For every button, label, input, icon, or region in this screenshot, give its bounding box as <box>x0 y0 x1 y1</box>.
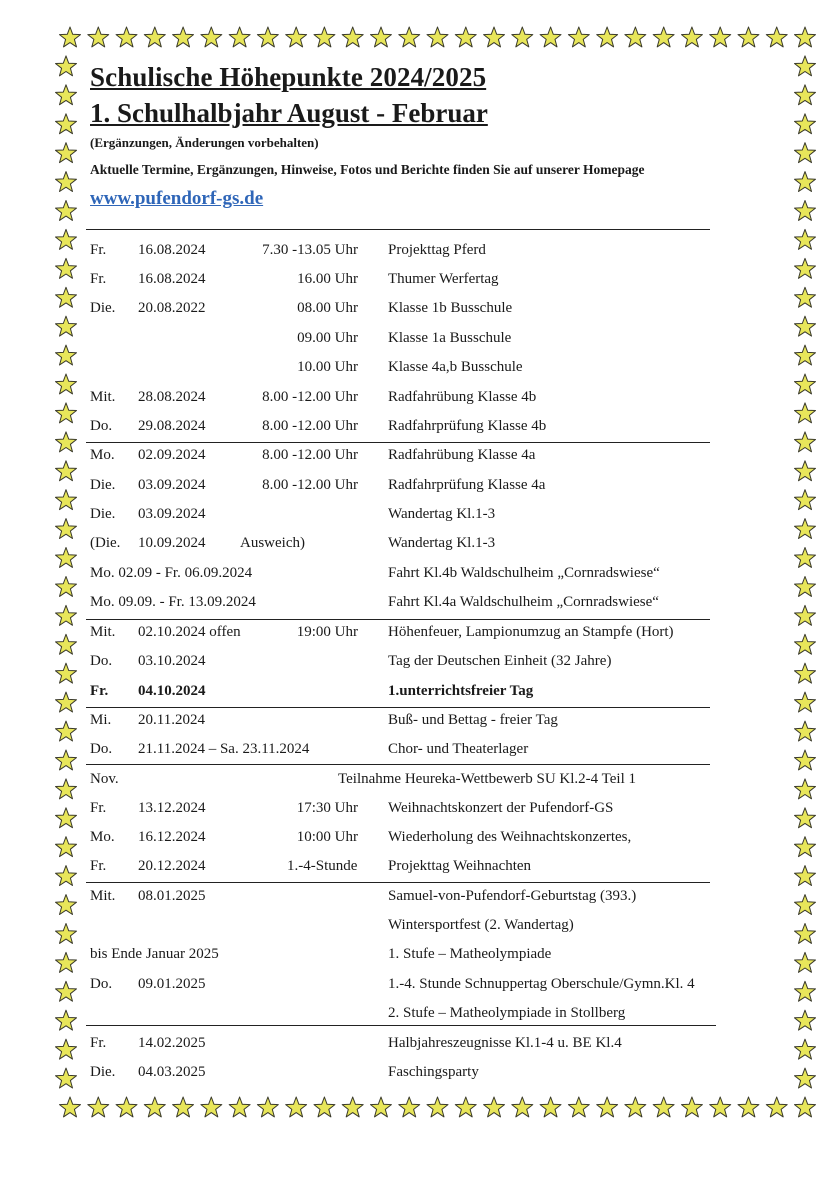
time-cell: 8.00 -12.00 Uhr <box>262 447 358 463</box>
table-row <box>0 477 834 501</box>
star-icon <box>56 172 77 192</box>
star-icon <box>710 27 731 47</box>
star-icon <box>766 1097 787 1117</box>
star-icon <box>116 1097 137 1117</box>
star-icon <box>286 1097 307 1117</box>
star-icon <box>455 27 476 47</box>
date-cell: 10.09.2024 <box>138 535 206 551</box>
day-cell: Die. <box>90 1064 116 1080</box>
table-row <box>0 447 834 471</box>
day-cell: Do. <box>90 741 113 757</box>
star-icon <box>710 1097 731 1117</box>
table-row <box>0 741 834 765</box>
day-cell: Mo. <box>90 829 115 845</box>
event-cell: Faschingsparty <box>388 1064 479 1080</box>
star-icon <box>56 201 77 221</box>
star-icon <box>399 1097 420 1117</box>
star-icon <box>484 1097 505 1117</box>
page-subtitle: 1. Schulhalbjahr August - Februar <box>90 98 488 128</box>
star-icon <box>60 1097 81 1117</box>
table-row <box>0 829 834 853</box>
date-cell: 08.01.2025 <box>138 888 206 904</box>
star-icon <box>484 27 505 47</box>
date-cell: 09.01.2025 <box>138 976 206 992</box>
event-cell: Radfahrprüfung Klasse 4a <box>388 477 546 493</box>
time-cell: Ausweich) <box>240 535 305 551</box>
star-icon <box>88 27 109 47</box>
section-divider <box>86 619 710 620</box>
date-cell: 29.08.2024 <box>138 418 206 434</box>
event-cell: Klasse 1b Busschule <box>388 300 513 316</box>
star-icon <box>371 1097 392 1117</box>
star-icon <box>314 1097 335 1117</box>
event-cell: Buß- und Bettag - freier Tag <box>388 712 558 728</box>
date-cell: 03.09.2024 <box>138 506 206 522</box>
star-icon <box>795 201 816 221</box>
star-icon <box>795 27 816 47</box>
star-icon <box>795 85 816 105</box>
star-icon <box>342 1097 363 1117</box>
star-icon <box>766 27 787 47</box>
event-cell: Samuel-von-Pufendorf-Geburtstag (393.) <box>388 888 637 904</box>
star-icon <box>795 172 816 192</box>
star-icon <box>144 27 165 47</box>
event-cell: Radfahrübung Klasse 4a <box>388 447 536 463</box>
table-row <box>0 271 834 295</box>
star-icon <box>286 27 307 47</box>
disclaimer-note: (Ergänzungen, Änderungen vorbehalten) <box>90 135 319 150</box>
star-icon <box>56 85 77 105</box>
star-icon <box>201 27 222 47</box>
star-icon <box>738 27 759 47</box>
date-cell: 16.08.2024 <box>138 271 206 287</box>
star-icon <box>201 1097 222 1117</box>
table-row <box>0 800 834 824</box>
event-cell: Radfahrübung Klasse 4b <box>388 389 537 405</box>
table-row <box>0 1064 834 1088</box>
date-cell: 03.10.2024 <box>138 653 206 669</box>
date-cell: 04.10.2024 <box>138 683 206 699</box>
star-icon <box>56 56 77 76</box>
day-cell: Nov. <box>90 771 119 787</box>
star-icon <box>371 27 392 47</box>
star-icon <box>625 27 646 47</box>
day-cell: Fr. <box>90 800 107 816</box>
event-cell: Wiederholung des Weihnachtskonzertes, <box>388 829 632 845</box>
star-icon <box>314 27 335 47</box>
day-cell: Do. <box>90 653 113 669</box>
event-cell: Thumer Werfertag <box>388 271 499 287</box>
section-divider <box>86 229 710 230</box>
day-cell: Do. <box>90 976 113 992</box>
date-cell: 20.12.2024 <box>138 858 206 874</box>
time-cell: 8.00 -12.00 Uhr <box>262 477 358 493</box>
day-cell: Mit. <box>90 888 116 904</box>
time-cell: 10.00 Uhr <box>297 359 358 375</box>
event-cell: 1.unterrichtsfreier Tag <box>388 683 534 699</box>
star-icon <box>229 1097 250 1117</box>
star-icon <box>427 27 448 47</box>
day-cell: Mo. <box>90 447 115 463</box>
star-icon <box>682 1097 703 1117</box>
table-row <box>0 242 834 266</box>
star-icon <box>795 114 816 134</box>
day-cell: Mi. <box>90 712 112 728</box>
star-icon <box>144 1097 165 1117</box>
homepage-link[interactable]: www.pufendorf-gs.de <box>90 188 264 209</box>
event-cell: Klasse 4a,b Busschule <box>388 359 523 375</box>
section-divider <box>86 882 710 883</box>
day-cell: Do. <box>90 418 113 434</box>
day-cell: (Die. <box>90 535 121 551</box>
star-icon <box>56 114 77 134</box>
table-row <box>0 976 834 1000</box>
star-icon <box>342 27 363 47</box>
event-cell: Projekttag Weihnachten <box>388 858 532 874</box>
day-cell: Mit. <box>90 389 116 405</box>
star-icon <box>568 1097 589 1117</box>
event-cell: 1. Stufe – Matheolympiade <box>388 946 552 962</box>
day-cell: Fr. <box>90 271 107 287</box>
table-row <box>0 712 834 736</box>
star-icon <box>540 1097 561 1117</box>
table-row <box>0 683 834 707</box>
date-range: Mo. 02.09 - Fr. 06.09.2024 <box>90 565 253 581</box>
date-range: Mo. 09.09. - Fr. 13.09.2024 <box>90 594 256 610</box>
date-cell: 20.11.2024 <box>138 712 205 728</box>
star-icon <box>56 143 77 163</box>
table-row <box>0 418 834 442</box>
day-cell: Mit. <box>90 624 116 640</box>
star-icon <box>540 27 561 47</box>
time-cell: 1.-4-Stunde <box>287 858 358 874</box>
date-cell: 02.10.2024 offen <box>138 624 241 640</box>
table-row <box>0 888 834 912</box>
table-row <box>0 359 834 383</box>
table-row <box>0 653 834 677</box>
star-icon <box>682 27 703 47</box>
star-icon <box>597 27 618 47</box>
day-cell: Fr. <box>90 242 107 258</box>
star-icon <box>653 1097 674 1117</box>
date-cell: 16.08.2024 <box>138 242 206 258</box>
event-cell: Höhenfeuer, Lampionumzug an Stampfe (Hort) <box>388 624 674 640</box>
star-icon <box>568 27 589 47</box>
star-icon <box>88 1097 109 1117</box>
table-row <box>0 917 834 941</box>
day-cell: Die. <box>90 506 116 522</box>
star-icon <box>173 27 194 47</box>
star-icon <box>512 27 533 47</box>
star-icon <box>229 27 250 47</box>
star-icon <box>795 143 816 163</box>
date-cell: 04.03.2025 <box>138 1064 206 1080</box>
event-cell: Tag der Deutschen Einheit (32 Jahre) <box>388 653 612 669</box>
section-divider <box>86 764 710 765</box>
star-icon <box>455 1097 476 1117</box>
event-cell: Teilnahme Heureka-Wettbewerb SU Kl.2-4 Teil 1 <box>338 771 636 787</box>
table-row <box>0 565 834 589</box>
date-cell: 03.09.2024 <box>138 477 206 493</box>
date-range: bis Ende Januar 2025 <box>90 946 219 962</box>
table-row <box>0 389 834 413</box>
event-cell: 1.-4. Stunde Schnuppertag Oberschule/Gymn.Kl. 4 <box>388 976 695 992</box>
event-cell: Wandertag Kl.1-3 <box>388 535 496 551</box>
event-cell: Wintersportfest (2. Wandertag) <box>388 917 574 933</box>
event-cell: Weihnachtskonzert der Pufendorf-GS <box>388 800 614 816</box>
table-row <box>0 506 834 530</box>
section-divider <box>86 1025 716 1026</box>
star-icon <box>399 27 420 47</box>
day-cell: Fr. <box>90 683 109 699</box>
table-row <box>0 624 834 648</box>
day-cell: Fr. <box>90 858 107 874</box>
star-icon <box>738 1097 759 1117</box>
day-cell: Die. <box>90 477 116 493</box>
event-cell: Projekttag Pferd <box>388 242 486 258</box>
date-cell: 20.08.2022 <box>138 300 206 316</box>
star-icon <box>60 27 81 47</box>
event-cell: Chor- und Theaterlager <box>388 741 529 757</box>
event-cell: Halbjahreszeugnisse Kl.1-4 u. BE Kl.4 <box>388 1035 622 1051</box>
time-cell: 10:00 Uhr <box>296 829 358 845</box>
star-icon <box>653 27 674 47</box>
star-icon <box>173 1097 194 1117</box>
star-icon <box>597 1097 618 1117</box>
star-icon <box>257 27 278 47</box>
table-row <box>0 858 834 882</box>
event-cell: Radfahrprüfung Klasse 4b <box>388 418 547 434</box>
date-cell: 16.12.2024 <box>138 829 206 845</box>
day-cell: Fr. <box>90 1035 107 1051</box>
table-row <box>0 535 834 559</box>
table-row <box>0 1035 834 1059</box>
star-icon <box>625 1097 646 1117</box>
date-cell: 02.09.2024 <box>138 447 206 463</box>
date-cell: 21.11.2024 – Sa. 23.11.2024 <box>138 741 310 757</box>
star-icon <box>795 56 816 76</box>
section-divider <box>86 442 710 443</box>
time-cell: 08.00 Uhr <box>297 300 358 316</box>
time-cell: 8.00 -12.00 Uhr <box>262 389 358 405</box>
date-cell: 28.08.2024 <box>138 389 206 405</box>
section-divider <box>86 707 710 708</box>
time-cell: 8.00 -12.00 Uhr <box>262 418 358 434</box>
event-cell: Wandertag Kl.1-3 <box>388 506 496 522</box>
day-cell: Die. <box>90 300 116 316</box>
star-icon <box>795 1097 816 1117</box>
time-cell: 17:30 Uhr <box>296 800 358 816</box>
table-row <box>0 300 834 324</box>
time-cell: 7.30 -13.05 Uhr <box>262 242 358 258</box>
page-title: Schulische Höhepunkte 2024/2025 <box>90 62 487 92</box>
table-row <box>0 946 834 970</box>
event-cell: 2. Stufe – Matheolympiade in Stollberg <box>388 1005 626 1021</box>
star-icon <box>512 1097 533 1117</box>
star-icon <box>427 1097 448 1117</box>
event-cell: Fahrt Kl.4b Waldschulheim „Cornradswiese“ <box>388 565 660 581</box>
date-cell: 13.12.2024 <box>138 800 206 816</box>
time-cell: 19:00 Uhr <box>296 624 358 640</box>
event-cell: Klasse 1a Busschule <box>388 330 512 346</box>
event-cell: Fahrt Kl.4a Waldschulheim „Cornradswiese“ <box>388 594 659 610</box>
date-cell: 14.02.2025 <box>138 1035 206 1051</box>
time-cell: 09.00 Uhr <box>297 330 358 346</box>
time-cell: 16.00 Uhr <box>297 271 358 287</box>
star-icon <box>116 27 137 47</box>
homepage-info: Aktuelle Termine, Ergänzungen, Hinweise, Fotos und Berichte finden Sie auf unserer Homepage <box>90 162 645 177</box>
table-row <box>0 594 834 618</box>
table-row <box>0 330 834 354</box>
table-row <box>0 771 834 795</box>
star-icon <box>257 1097 278 1117</box>
